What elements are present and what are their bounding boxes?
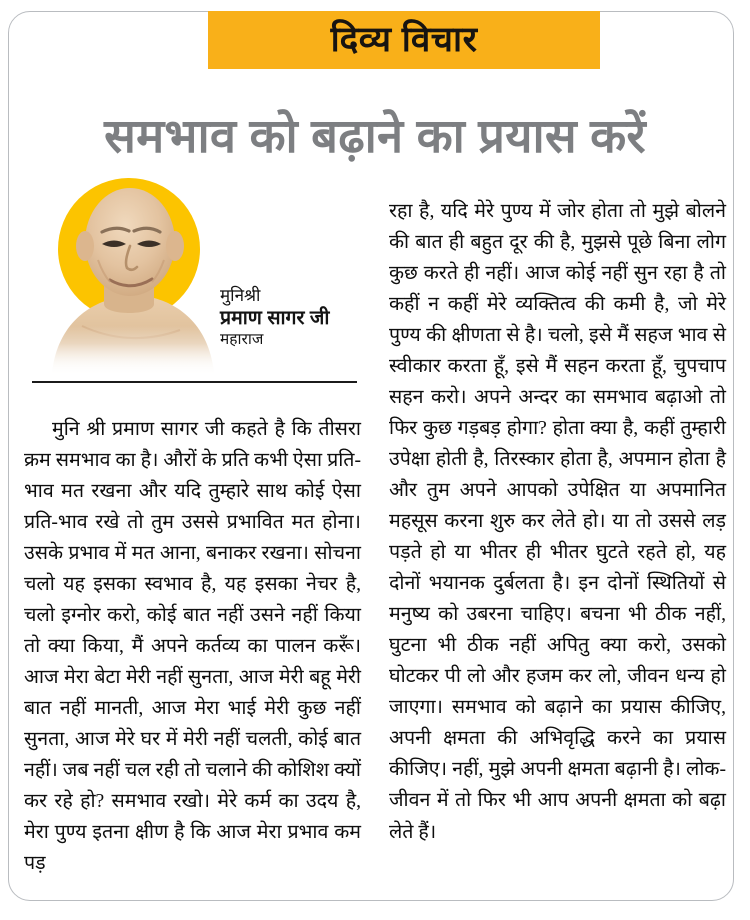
masthead-banner: [208, 11, 600, 69]
column-left: [24, 176, 361, 900]
byline: [220, 286, 370, 349]
masthead-label: दिव्य विचार: [330, 19, 478, 59]
byline-name: प्रमाण सागर जी: [220, 307, 330, 330]
article-body-left: [24, 414, 361, 880]
byline-honorific: मुनिश्री: [220, 286, 261, 305]
author-portrait: [42, 176, 220, 374]
monk-photo-illustration: [42, 176, 220, 374]
article-body-right: रहा है, यदि मेरे पुण्य में जोर होता तो मुझे बोलने की बात ही बहुत दूर की है, मुझसे पूछे बिना लोग कुछ करते ही नहीं। आज कोई नहीं सुन रहा है तो कहीं न कहीं मेरे व्यक्तित्व की कमी है, जो मेरे पुण्य की क्षीणता से है। चलो, इसे मैं सहज भाव से स्वीकार करता हूँ, इसे मैं सहन करता हूँ, चुपचाप सहन करो। अपने अन्दर का समभाव बढ़ाओ तो फिर कुछ गड़बड़ होगा? होता क्या है, कहीं तुम्हारी उपेक्षा होती है, तिरस्कार होता है, अपमान होता है और तुम अपने आपको उपेक्षित या अपमानित महसूस करना शुरु कर लेते हो। या तो उससे लड़ पड़ते हो या भीतर ही भीतर घुटते रहते हो, यह दोनों भयानक दुर्बलता है। इन दोनों स्थितियों से मनुष्य को उबरना चाहिए। बचना भी ठीक नहीं, घुटना भी ठीक नहीं अपितु क्या करो, उसको घोटकर पी लो और हजम कर लो, जीवन धन्य हो जाएगा। समभाव को बढ़ाने का प्रयास कीजिए, अपनी क्षमता की अभिवृद्धि करने का प्रयास कीजिए। नहीं, मुझे अपनी क्षमता बढ़ानी है। लोक-जीवन में तो फिर भी आप अपनी क्षमता को बढ़ा लेते हैं।: [389, 200, 726, 843]
byline-title: महाराज: [220, 331, 264, 349]
byline-block: [24, 176, 361, 376]
page-title: समभाव को बढ़ाने का प्रयास करें: [104, 109, 646, 163]
article-body-left-text: मुनि श्री प्रमाण सागर जी कहते है कि तीसरा क्रम समभाव का है। औरों के प्रति कभी ऐसा प्रति-भाव मत रखना और यदि तुम्हारे साथ कोई ऐसा प्रति-भाव रखे तो तुम उससे प्रभावित मत होना। उसके प्रभाव में मत आना, बनाकर रखना। सोचना चलो यह इसका स्वभाव है, यह इसका नेचर है, चलो इग्नोर करो, कोई बात नहीं उसने नहीं किया तो क्या किया, मैं अपने कर्तव्य का पालन करूँ। आज मेरा बेटा मेरी नहीं सुनता, आज मेरी बहू मेरी बात नहीं मानती, आज मेरा भाई मेरी कुछ नहीं सुनता, आज मेरे घर में मेरी नहीं चलती, कोई बात नहीं। जब नहीं चल रही तो चलाने की कोशिश क्यों कर रहे हो? समभाव रखो। मेरे कर्म का उदय है, मेरा पुण्य इतना क्षीण है कि आज मेरा प्रभाव कम पड़: [24, 418, 361, 875]
byline-divider: [32, 381, 357, 383]
column-right: [389, 176, 726, 900]
article-columns: [24, 176, 726, 900]
